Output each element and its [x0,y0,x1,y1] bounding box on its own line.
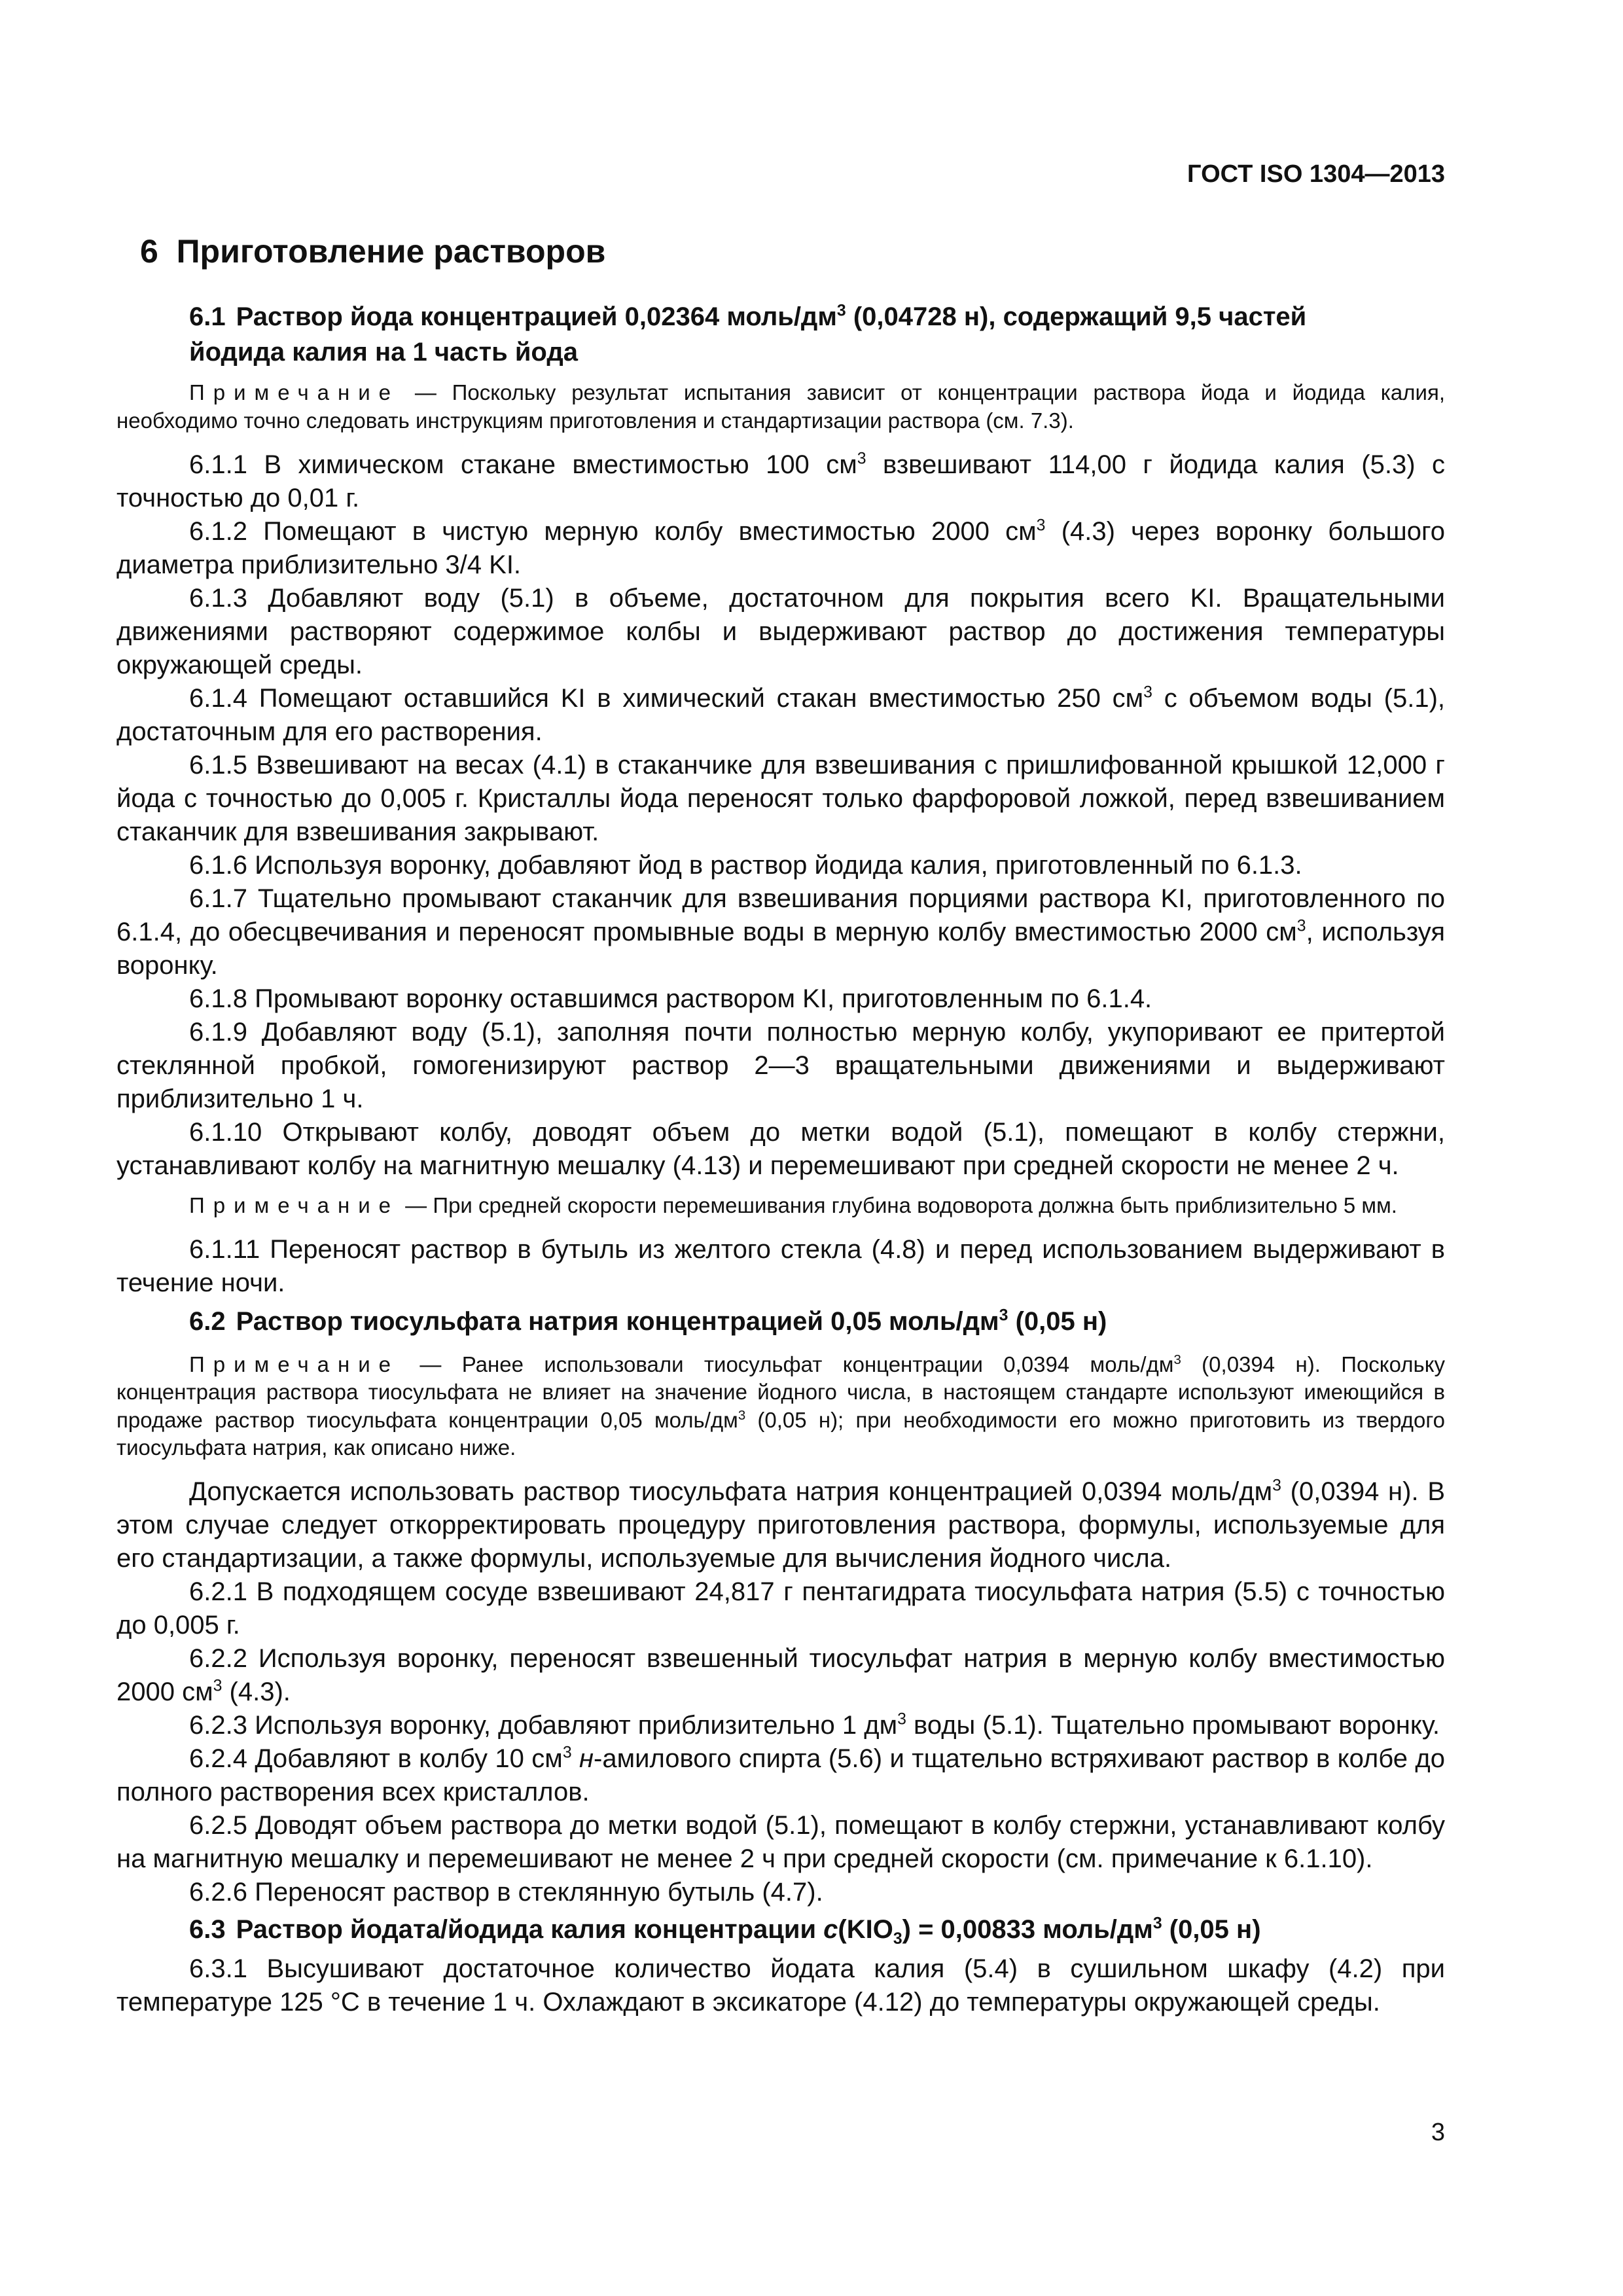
paragraph-6-2-intro: Допускается использовать раствор тиосульфата натрия концентрацией 0,0394 моль/$дм^3$ (0,0394 н). В этом случае следует откорректировать процедуру приготовления раствора, формулы, используемые для его стандартизации, а также формулы, используемые для вычисления йодного числа. [116,1477,1445,1573]
subsection-heading-6-3: 6.3 Раствор йодата/йодида калия концентрации $c(KIO_3) = 0,00833$ моль/$дм^3$ (0,05 н) [189,1914,1261,1948]
paragraph-6-1-7: 6.1.7 Тщательно промывают стаканчик для взвешивания порциями раствора KI, приготовленного по 6.1.4, до обесцвечивания и переносят промывные воды в мерную колбу вместимостью 2000 $см^3$, используя воронку. [116,884,1445,980]
paragraph-6-2-4: 6.2.4 Добавляют в колбу 10 $см^3$ н-амилового спирта (5.6) и тщательно встряхивают раствор в колбе до полного растворения всех кристаллов. [116,1744,1445,1806]
standard-header: ГОСТ ISO 1304—2013 [1187,160,1445,188]
section-heading [140,232,1445,270]
paragraph-6-1-3: 6.1.3 Добавляют воду (5.1) в объеме, достаточном для покрытия всего KI. Вращательными движениями растворяют содержимое колбы и выдерживают раствор до достижения температуры окружающей среды. [116,584,1445,679]
paragraph-6-1-5: 6.1.5 Взвешивают на весах (4.1) в стаканчике для взвешивания с пришлифованной крышкой 12,000 г йода с точностью до 0,005 г. Кристаллы йода переносят только фарфоровой ложкой, перед взвешиванием стаканчик для взвешивания закрывают. [116,751,1445,846]
paragraph-6-2-1: 6.2.1 В подходящем сосуде взвешивают 24,817 г пентагидрата тиосульфата натрия (5.5) с точностью до 0,005 г. [116,1577,1445,1640]
paragraph-6-1-10: 6.1.10 Открывают колбу, доводят объем до метки водой (5.1), помещают в колбу стержни, устанавливают колбу на магнитную мешалку (4.13) и перемешивают при средней скорости не менее 2 ч. [116,1118,1445,1180]
paragraph-6-3-1: 6.3.1 Высушивают достаточное количество йодата калия (5.4) в сушильном шкафу (4.2) при температуре 125 °С в течение 1 ч. Охлаждают в эксикаторе (4.12) до температуры окружающей среды. [116,1954,1445,2017]
paragraph-6-2-6: 6.2.6 Переносят раствор в стеклянную бутыль (4.7). [189,1877,823,1907]
paragraph-6-1-4: 6.1.4 Помещают оставшийся KI в химический стакан вместимостью 250 $см^3$ с объемом воды (5.1), достаточным для его растворения. [116,683,1445,746]
paragraph-6-1-8: 6.1.8 Промывают воронку оставшимся раствором KI, приготовленным по 6.1.4. [189,984,1152,1013]
note-label: Примечание [189,380,400,404]
subsection-heading-6-2: 6.2 Раствор тиосульфата натрия концентрацией 0,05 моль/$дм^3$ (0,05 н) [189,1306,1107,1336]
paragraph-6-2-3: 6.2.3 Используя воронку, добавляют приблизительно 1 $дм^3$ воды (5.1). Тщательно промывают воронку. [189,1710,1440,1740]
paragraph-6-1-11: 6.1.11 Переносят раствор в бутыль из желтого стекла (4.8) и перед использованием выдерживают в течение ночи. [116,1234,1445,1297]
paragraph-6-1-9: 6.1.9 Добавляют воду (5.1), заполняя почти полностью мерную колбу, укупоривают ее притертой стеклянной пробкой, гомогенизируют раствор 2—3 вращательными движениями и выдерживают приблизительно 1 ч. [116,1018,1445,1113]
paragraph-6-1-2: 6.1.2 Помещают в чистую мерную колбу вместимостью 2000 $см^3$ (4.3) через воронку большого диаметра приблизительно 3/4 KI. [116,516,1445,579]
note-6-2: Примечание — Ранее использовали тиосульфат концентрации 0,0394 моль/$дм^3$ (0,0394 н). Поскольку концентрация раствора тиосульфата не влияет на значение йодного числа, в настоящем стандарте используют имеющийся в продаже раствор тиосульфата концентрации 0,05 моль/$дм^3$ (0,05 н); при необходимости его можно приготовить из твердого тиосульфата натрия, как описано ниже. [116,1352,1446,1460]
paragraph-6-2-5: 6.2.5 Доводят объем раствора до метки водой (5.1), помещают в колбу стержни, устанавливают колбу на магнитную мешалку и перемешивают не менее 2 ч при средней скорости (см. примечание к 6.1.10). [116,1810,1445,1873]
note-label: Примечание [189,1352,400,1376]
subsection-heading-6-1: 6.1 Раствор йода концентрацией 0,02364 моль/$дм^3$ (0,04728 н), содержащий 9,5 частей йодида калия на 1 часть йода [189,302,1307,367]
paragraph-6-1-1: 6.1.1 В химическом стакане вместимостью 100 $см^3$ взвешивают 114,00 г йодида калия (5.3) с точностью до 0,01 г. [116,450,1445,512]
note-label: Примечание [189,1193,400,1217]
paragraph-6-2-2: 6.2.2 Используя воронку, переносят взвешенный тиосульфат натрия в мерную колбу вместимостью 2000 $см^3$ (4.3). [116,1643,1445,1706]
section-title: Приготовление растворов [176,233,606,270]
note-6-1: Примечание — Поскольку результат испытания зависит от концентрации раствора йода и йодида калия, необходимо точно следовать инструкциям приготовления и стандартизации раствора (см. 7.3). [116,380,1445,433]
page-number: 3 [1431,2119,1445,2146]
paragraph-6-1-6: 6.1.6 Используя воронку, добавляют йод в раствор йодида калия, приготовленный по 6.1.3. [189,851,1302,880]
section-number: 6 [140,233,158,270]
document-body [116,232,1445,2019]
note-6-1-10: Примечание — При средней скорости перемешивания глубина водоворота должна быть приблизительно 5 мм. [189,1193,1397,1217]
document-page [116,0,1445,2296]
